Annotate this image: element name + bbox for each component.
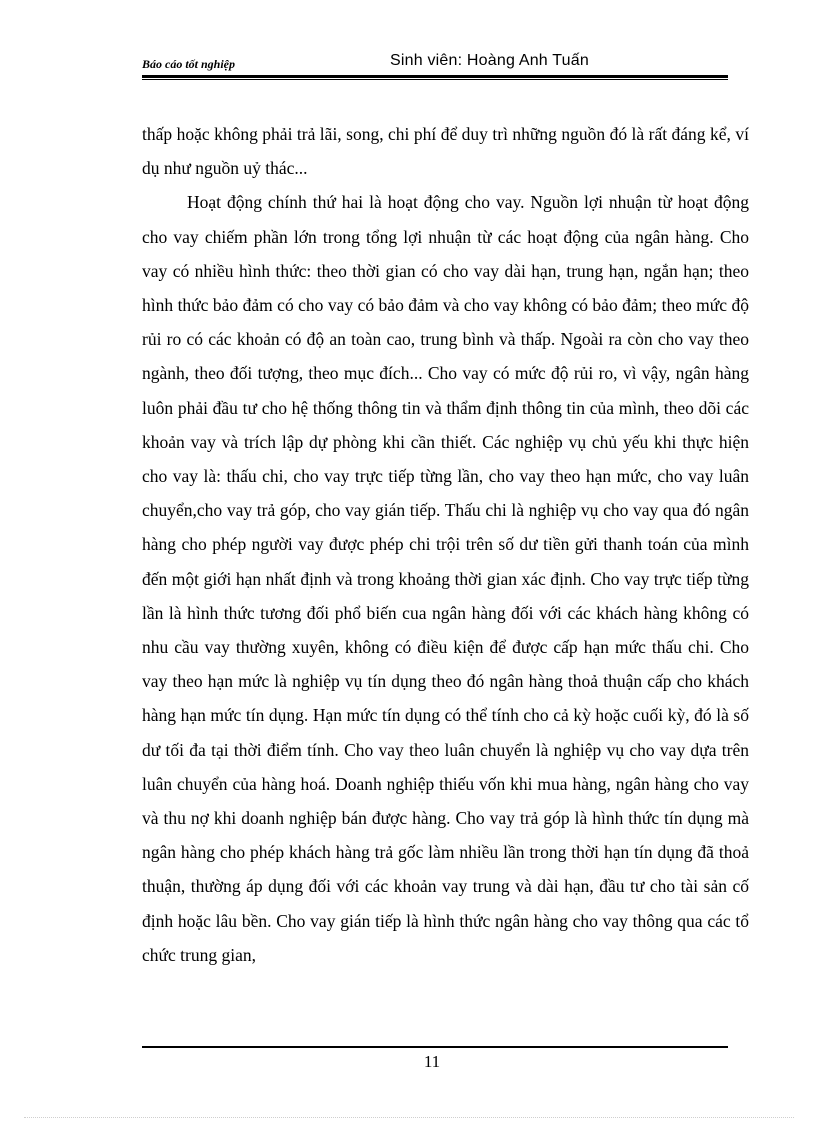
report-title: Báo cáo tốt nghiệp xyxy=(142,57,236,71)
paragraph-2: Hoạt động chính thứ hai là hoạt động cho vay. Nguồn lợi nhuận từ hoạt động cho vay chiếm phần lớn trong tổng lợi nhuận từ các hoạt động của ngân hàng. Cho vay có nhiều hình thức: theo thời gian có cho vay dài hạn, trung hạn, ngắn hạn; theo hình thức bảo đảm có cho vay có bảo đảm và cho vay không có bảo đảm; theo mức độ rủi ro có các khoản có độ an toàn cao, trung bình và thấp. Ngoài ra còn cho vay theo ngành, theo đối tượng, theo mục đích... Cho vay có mức độ rủi ro, vì vậy, ngân hàng luôn phải đầu tư cho hệ thống thông tin và thẩm định thông tin của mình, theo dõi các khoản vay và trích lập dự phòng khi cần thiết. Các nghiệp vụ chủ yếu khi thực hiện cho vay là: thấu chi, cho vay trực tiếp từng lần, cho vay theo hạn mức, cho vay luân chuyển,cho vay trả góp, cho vay gián tiếp. Thấu chi là nghiệp vụ cho vay qua đó ngân hàng cho phép người vay được phép chi trội trên số dư tiền gửi thanh toán của mình đến một giới hạn nhất định và trong khoảng thời gian xác định. Cho vay trực tiếp từng lần là hình thức tương đối phổ biến cua ngân hàng đối với các khách hàng không có nhu cầu vay thường xuyên, không có điều kiện để được cấp hạn mức thấu chi. Cho vay theo hạn mức là nghiệp vụ tín dụng theo đó ngân hàng thoả thuận cấp cho khách hàng hạn mức tín dụng. Hạn mức tín dụng có thể tính cho cả kỳ hoặc cuối kỳ, đó là số dư tối đa tại thời điểm tính. Cho vay theo luân chuyển là nghiệp vụ cho vay dựa trên luân chuyển của hàng hoá. Doanh nghiệp thiếu vốn khi mua hàng, ngân hàng cho vay và thu nợ khi doanh nghiệp bán được hàng. Cho vay trả góp là hình thức tín dụng mà ngân hàng cho phép khách hàng trả gốc làm nhiều lần trong thời hạn tín dụng đã thoả thuận, thường áp dụng đối với các khoản vay trung và dài hạn, đầu tư cho tài sản cố định hoặc lâu bền. Cho vay gián tiếp là hình thức ngân hàng cho vay thông qua các tổ chức trung gian, xyxy=(142,192,749,965)
footer-divider xyxy=(142,1046,728,1048)
page-header xyxy=(142,52,728,76)
header-divider xyxy=(142,75,728,80)
page-number: 11 xyxy=(423,1052,441,1071)
page-edge-dots xyxy=(24,1117,794,1118)
body-text xyxy=(142,117,749,972)
paragraph-1: thấp hoặc không phải trả lãi, song, chi phí để duy trì những nguồn đó là rất đáng kể, ví dụ như nguồn uỷ thác... xyxy=(142,124,749,179)
student-name: Sinh viên: Hoàng Anh Tuấn xyxy=(390,52,589,69)
